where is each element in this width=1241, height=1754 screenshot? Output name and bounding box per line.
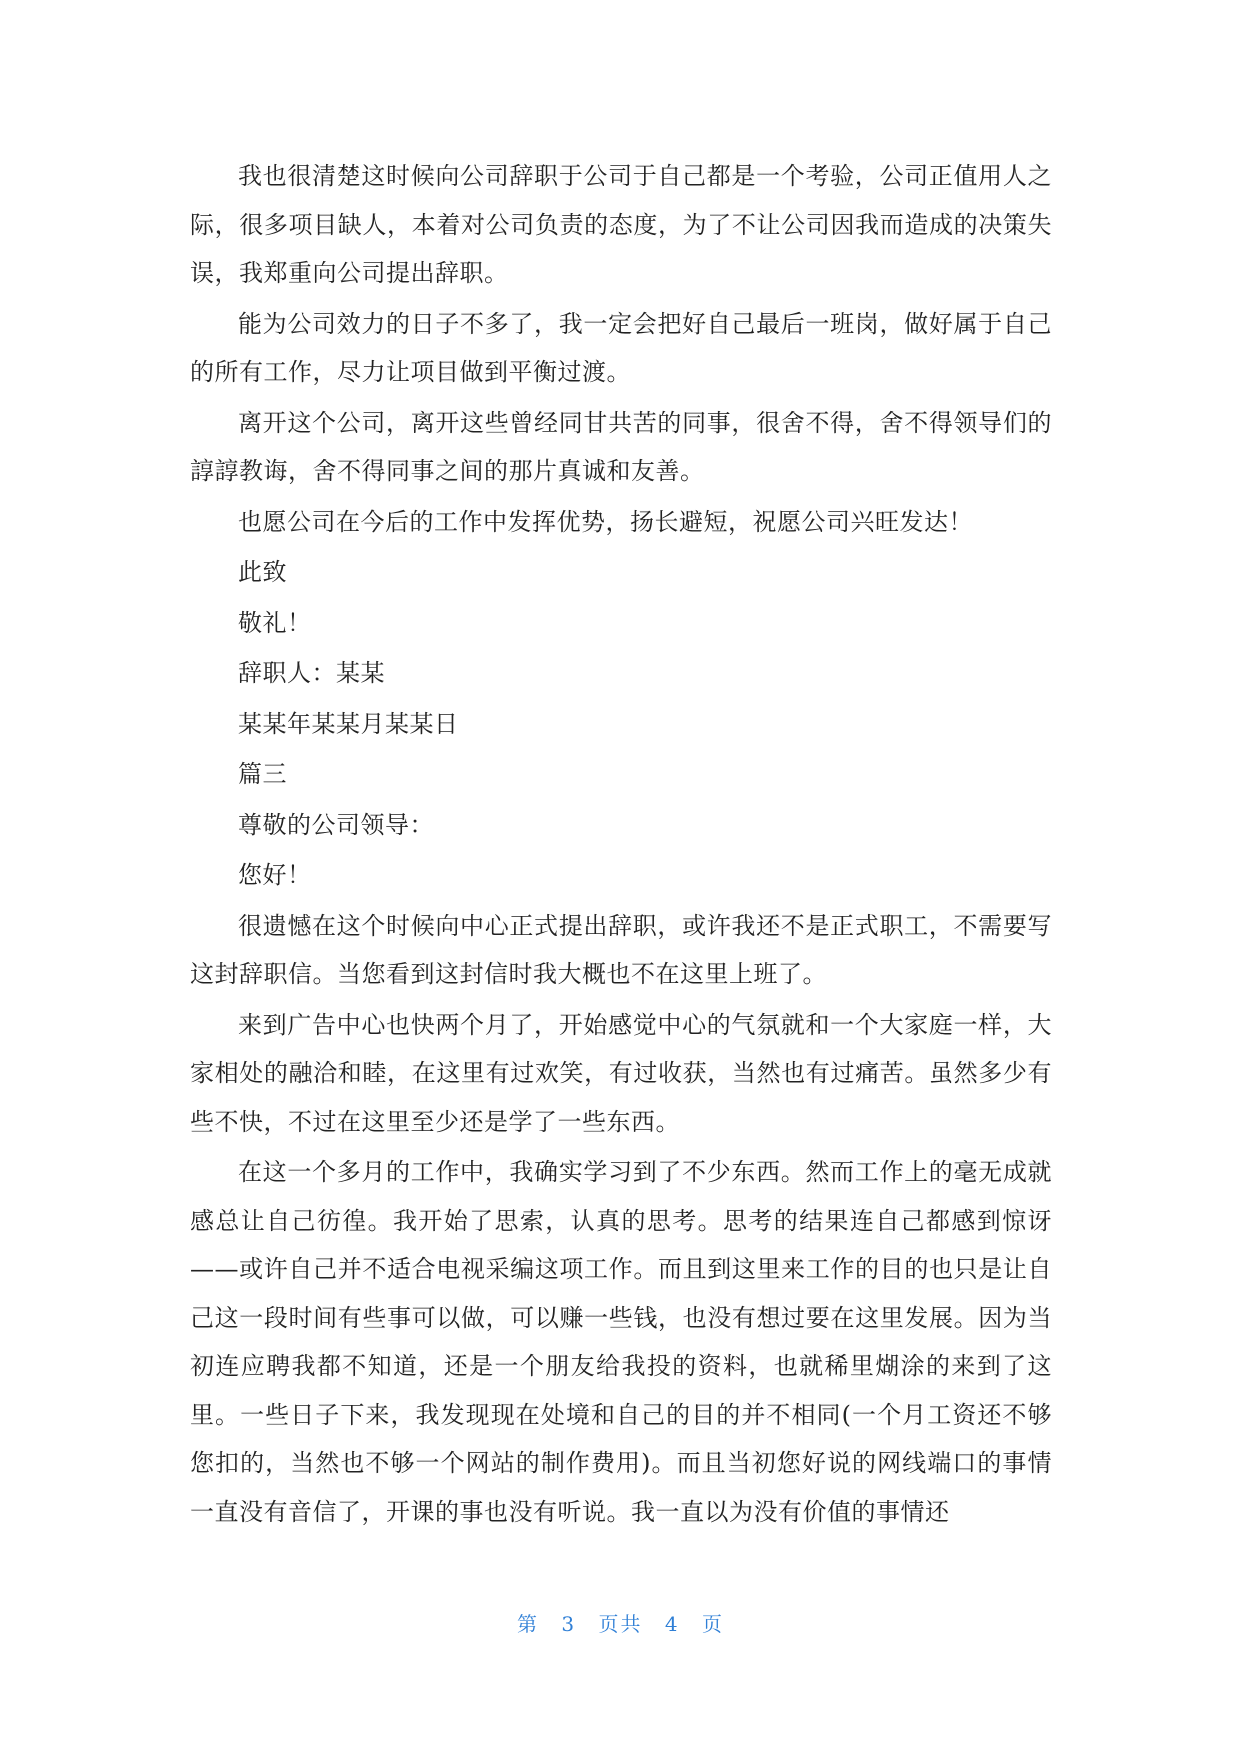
greeting: 您好！ (238, 861, 312, 889)
paragraph: 我也很清楚这时候向公司辞职于公司于自己都是一个考验，公司正值用人之际，很多项目缺人，本着对公司负责的态度，为了不让公司因我而造成的决策失误，我郑重向公司提出辞职。 (190, 162, 1052, 287)
footer-suffix: 页 (701, 1612, 724, 1636)
document-body (190, 152, 1052, 1538)
paragraph: 离开这个公司，离开这些曾经同甘共苦的同事，很舍不得，舍不得领导们的諄諄教诲，舍不得同事之间的那片真诚和友善。 (190, 408, 1052, 485)
paragraph: 也愿公司在今后的工作中发挥优势，扬长避短，祝愿公司兴旺发达！ (238, 507, 973, 536)
footer-current-page: 3 (561, 1612, 577, 1636)
footer-middle: 页共 (598, 1612, 643, 1636)
paragraph: 来到广告中心也快两个月了，开始感觉中心的气氛就和一个大家庭一样，大家相处的融洽和睦，在这里有过欢笑，有过收获，当然也有过痛苦。虽然多少有些不快，不过在这里至少还是学了一些东西。 (190, 1010, 1052, 1136)
signature-line: 辞职人：某某 (238, 659, 385, 687)
closing-regards: 敬礼！ (238, 608, 312, 637)
footer-prefix: 第 (517, 1612, 540, 1636)
date-line: 某某年某某月某某日 (238, 709, 459, 738)
footer-total-pages: 4 (664, 1612, 680, 1636)
paragraph: 很遗憾在这个时候向中心正式提出辞职，或许我还不是正式职工，不需要写这封辞职信。当您看到这封信时我大概也不在这里上班了。 (190, 911, 1052, 988)
page-footer (0, 1608, 1241, 1637)
section-heading: 篇三 (238, 760, 287, 788)
closing-salutation: 此致 (238, 558, 287, 586)
paragraph: 在这一个多月的工作中，我确实学习到了不少东西。然而工作上的毫无成就感总让自己彷徨。我开始了思索，认真的思考。思考的结果连自己都感到惊讶——或许自己并不适合电视采编这项工作。而且到这里来工作的目的也只是让自己这一段时间有些事可以做，可以赚一些钱，也没有想过要在这里发展。因为当初连应聘我都不知道，还是一个朋友给我投的资料，也就稀里煳涂的来到了这里。一些日子下来，我发现现在处境和自己的目的并不相同(一个月工资还不够您扣的，当然也不够一个网站的制作费用)。而且当初您好说的网线端口的事情一直没有音信了，开课的事也没有听说。我一直以为没有价值的事情还 (190, 1158, 1052, 1526)
paragraph: 能为公司效力的日子不多了，我一定会把好自己最后一班岗，做好属于自己的所有工作，尽力让项目做到平衡过渡。 (190, 309, 1052, 386)
greeting-recipient: 尊敬的公司领导： (238, 810, 434, 839)
